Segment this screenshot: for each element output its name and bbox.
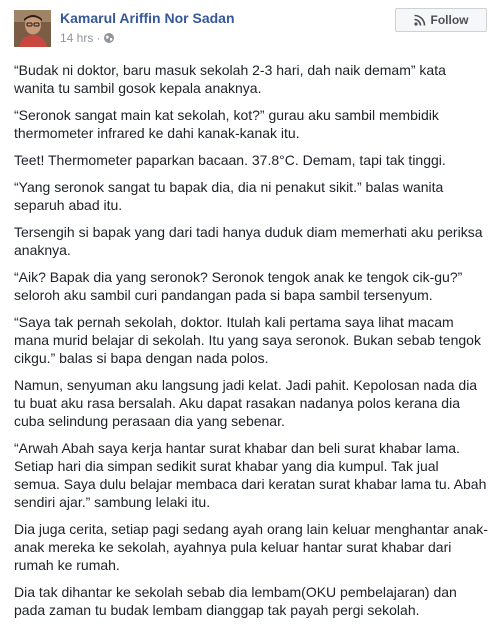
post-paragraph (14, 376, 492, 430)
author-name[interactable]: Kamarul Ariffin Nor Sadan (60, 10, 235, 26)
paragraph-line: sendiri ajar.” sambung lelaki itu. (14, 494, 211, 510)
post-timestamp[interactable]: 14 hrs (60, 31, 94, 45)
paragraph-line: semua. Saya dulu belajar membaca dari keratan surat khabar lama tu. Abah (14, 476, 487, 492)
paragraph-line: “Yang seronok sangat tu bapak dia, dia ni penakut sikit.” balas wanita (14, 179, 444, 195)
paragraph-line: Namun, senyuman aku langsung jadi kelat. Jadi pahit. Kepolosan nada dia (14, 377, 478, 393)
globe-icon (103, 32, 115, 44)
post-paragraph (14, 61, 492, 97)
paragraph-line: “Aik? Bapak dia yang seronok? Seronok tengok anak ke tengok cik-gu?” (14, 269, 463, 285)
follow-label: Follow (430, 13, 469, 27)
post-header (0, 0, 499, 56)
paragraph-line: Dia tak dihantar ke sekolah sebab dia lembam(OKU pembelajaran) dan (14, 584, 457, 600)
paragraph-line: “Budak ni doktor, baru masuk sekolah 2-3 hari, dah naik demam” kata (14, 62, 446, 78)
paragraph-line: pada zaman tu budak lembam dianggap tak payah pergi sekolah. (14, 602, 420, 618)
post-paragraph (14, 106, 492, 142)
avatar[interactable] (14, 10, 51, 47)
paragraph-line: “Arwah Abah saya kerja hantar surat khabar dan beli surat khabar lama. (14, 440, 460, 456)
paragraph-line: Tersengih si bapak yang dari tadi hanya duduk diam memerhati aku periksa (14, 224, 483, 240)
post-paragraph (14, 520, 492, 574)
paragraph-line: Dia juga cerita, setiap pagi sedang ayah orang lain keluar menghantar anak- (14, 521, 488, 537)
post-paragraph (14, 439, 492, 511)
meta-separator: · (96, 31, 101, 45)
post-paragraph (14, 313, 492, 367)
paragraph-line: anaknya. (14, 242, 71, 258)
paragraph-line: rumah ke rumah. (14, 557, 120, 573)
rss-icon (414, 14, 426, 26)
post-paragraph (14, 223, 492, 259)
paragraph-line: thermometer infrared ke dahi kanak-kanak itu. (14, 125, 300, 141)
post-paragraph (14, 268, 492, 304)
paragraph-line: wanita tu sambil gosok kepala anaknya. (14, 80, 262, 96)
paragraph-line: seloroh aku sambil curi pandangan pada si bapa sambil tersenyum. (14, 287, 433, 303)
paragraph-line: anak mereka ke sekolah, ayahnya pula keluar hantar surat khabar dari (14, 539, 452, 555)
paragraph-line: tu buat aku rasa bersalah. Aku dapat rasakan nadanya polos kerana dia (14, 395, 460, 411)
post-paragraph (14, 151, 492, 169)
paragraph-line: “Seronok sangat main kat sekolah, kot?” gurau aku sambil membidik (14, 107, 439, 123)
follow-button[interactable] (395, 8, 487, 32)
post-paragraph (14, 178, 492, 214)
paragraph-line: mana murid belajar di sekolah. Itu yang saya seronok. Bukan sebab tengok (14, 332, 481, 348)
post-body (14, 61, 492, 628)
paragraph-line: separuh abad itu. (14, 197, 123, 213)
post-paragraph (14, 583, 492, 619)
paragraph-line: Teet! Thermometer paparkan bacaan. 37.8°C. Demam, tapi tak tinggi. (14, 152, 446, 168)
paragraph-line: cikgu.” balas si bapa dengan nada polos. (14, 350, 269, 366)
paragraph-line: cuba selindung perasaan dia yang sebenar. (14, 413, 285, 429)
post-meta (60, 31, 115, 45)
paragraph-line: “Saya tak pernah sekolah, doktor. Itulah kali pertama saya lihat macam (14, 314, 454, 330)
paragraph-line: Setiap hari dia simpan sedikit surat khabar yang dia kumpul. Tak jual (14, 458, 439, 474)
